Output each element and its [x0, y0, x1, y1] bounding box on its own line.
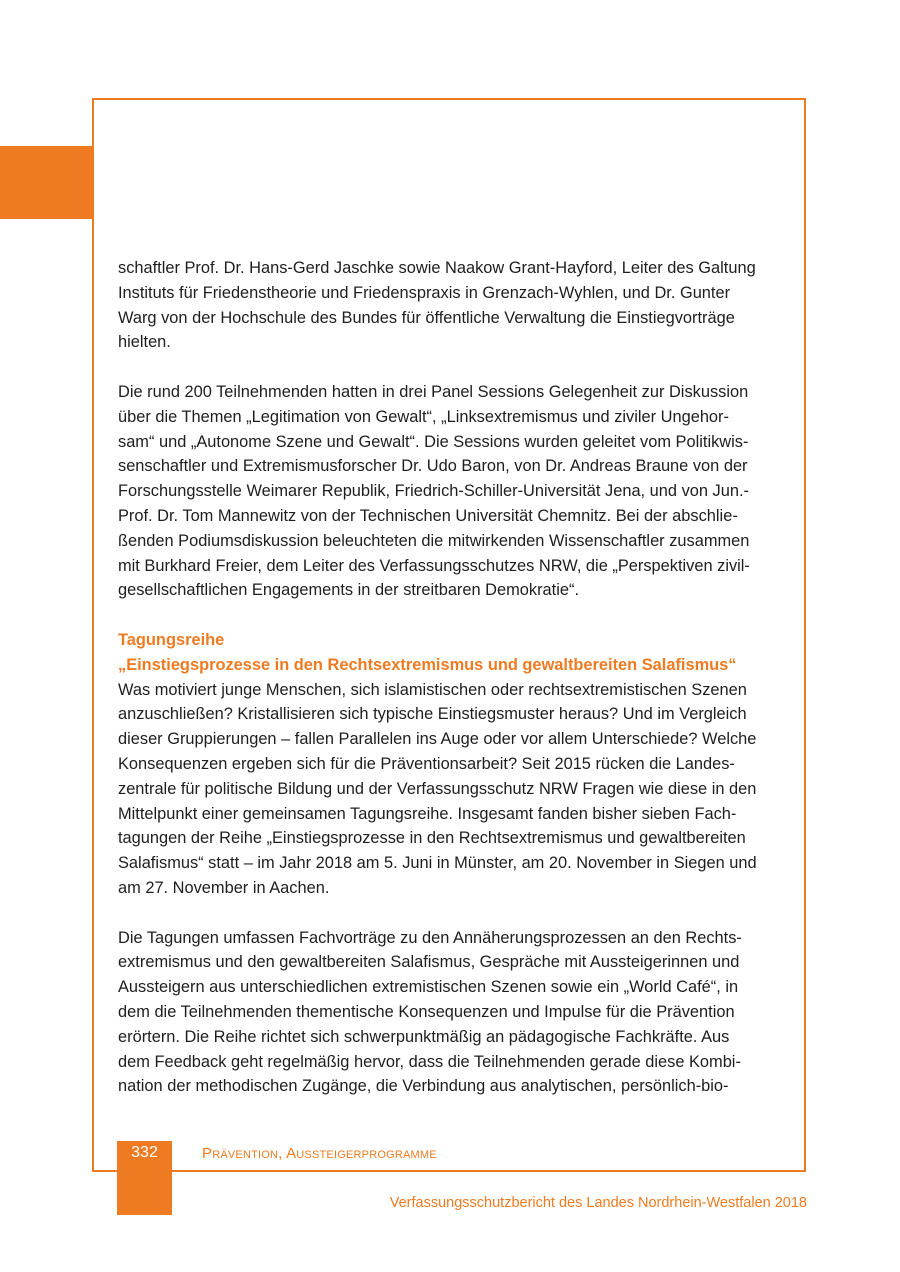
section-subheading: „Einstiegsprozesse in den Rechtsextremismus und gewaltbereiten Salafismus“	[118, 655, 737, 674]
text-line: Konsequenzen ergeben sich für die Präventionsarbeit? Seit 2015 rücken die Landes-	[118, 754, 735, 773]
text-line: senschaftler und Extremismusforscher Dr. Udo Baron, von Dr. Andreas Braune von der	[118, 457, 748, 476]
text-line: Mittelpunkt einer gemeinsamen Tagungsreihe. Insgesamt fanden bisher sieben Fach-	[118, 804, 737, 823]
paragraph-1	[118, 256, 790, 355]
text-line: erörtern. Die Reihe richtet sich schwerpunktmäßig an pädagogische Fachkräfte. Aus	[118, 1027, 730, 1046]
text-line: dem die Teilnehmenden thementische Konsequenzen und Impulse für die Prävention	[118, 1002, 735, 1021]
text-line: Instituts für Friedenstheorie und Friedenspraxis in Grenzach-Wyhlen, und Dr. Gunter	[118, 283, 731, 302]
paragraph-2	[118, 380, 790, 603]
text-line: ßenden Podiumsdiskussion beleuchteten die mitwirkenden Wissenschaftler zusammen	[118, 531, 750, 550]
text-line: Salafismus“ statt – im Jahr 2018 am 5. Juni in Münster, am 20. November in Siegen und	[118, 854, 757, 873]
side-tab-marker	[0, 146, 92, 219]
text-line: über die Themen „Legitimation von Gewalt“, „Linksextremismus und ziviler Ungehor-	[118, 407, 729, 426]
text-line: zentrale für politische Bildung und der Verfassungsschutz NRW Fragen wie diese in den	[118, 779, 757, 798]
report-title: Verfassungsschutzbericht des Landes Nordrhein-Westfalen 2018	[389, 1195, 807, 1211]
text-line: Die Tagungen umfassen Fachvorträge zu den Annäherungsprozessen an den Rechts-	[118, 928, 742, 947]
text-line: Forschungsstelle Weimarer Republik, Friedrich-Schiller-Universität Jena, und von Jun.-	[118, 482, 749, 501]
section-heading: Tagungsreihe	[118, 630, 225, 649]
text-line: Prof. Dr. Tom Mannewitz von der Technischen Universität Chemnitz. Bei der abschlie-	[118, 506, 738, 525]
text-line: gesellschaftlichen Engagements in der streitbaren Demokratie“.	[118, 581, 579, 600]
text-line: anzuschließen? Kristallisieren sich typische Einstiegsmuster heraus? Und im Vergleich	[118, 705, 747, 724]
body-text	[118, 256, 790, 1099]
text-line: Warg von der Hochschule des Bundes für öffentliche Verwaltung die Einstiegvorträge	[118, 308, 735, 327]
running-section-title: Prävention, Aussteigerprogramme	[202, 1145, 437, 1162]
text-line: schaftler Prof. Dr. Hans-Gerd Jaschke sowie Naakow Grant-Hayford, Leiter des Galtung	[118, 259, 756, 277]
paragraph-4	[118, 926, 790, 1100]
text-line: dieser Gruppierungen – fallen Parallelen ins Auge oder vor allem Unterschiede? Welche	[118, 730, 757, 749]
text-line: Was motiviert junge Menschen, sich islamistischen oder rechtsextremistischen Szenen	[118, 680, 747, 699]
text-line: extremismus und den gewaltbereiten Salafismus, Gespräche mit Aussteigerinnen und	[118, 953, 740, 972]
text-line: mit Burkhard Freier, dem Leiter des Verfassungsschutzes NRW, die „Perspektiven zivil-	[118, 556, 750, 575]
text-line: am 27. November in Aachen.	[118, 878, 330, 897]
text-line: hielten.	[118, 333, 171, 352]
text-line: dem Feedback geht regelmäßig hervor, dass die Teilnehmenden gerade diese Kombi-	[118, 1052, 741, 1071]
text-line: Die rund 200 Teilnehmenden hatten in drei Panel Sessions Gelegenheit zur Diskussion	[118, 382, 749, 401]
text-line: Aussteigern aus unterschiedlichen extremistischen Szenen sowie ein „World Café“, in	[118, 978, 739, 997]
text-line: tagungen der Reihe „Einstiegsprozesse in den Rechtsextremismus und gewaltbereiten	[118, 829, 746, 848]
text-line: sam“ und „Autonome Szene und Gewalt“. Die Sessions wurden geleitet vom Politikwis-	[118, 432, 749, 451]
section-tagungsreihe	[118, 628, 790, 901]
text-line: nation der methodischen Zugänge, die Verbindung aus analytischen, persönlich-bio-	[118, 1077, 729, 1096]
page-number: 332	[131, 1144, 158, 1161]
